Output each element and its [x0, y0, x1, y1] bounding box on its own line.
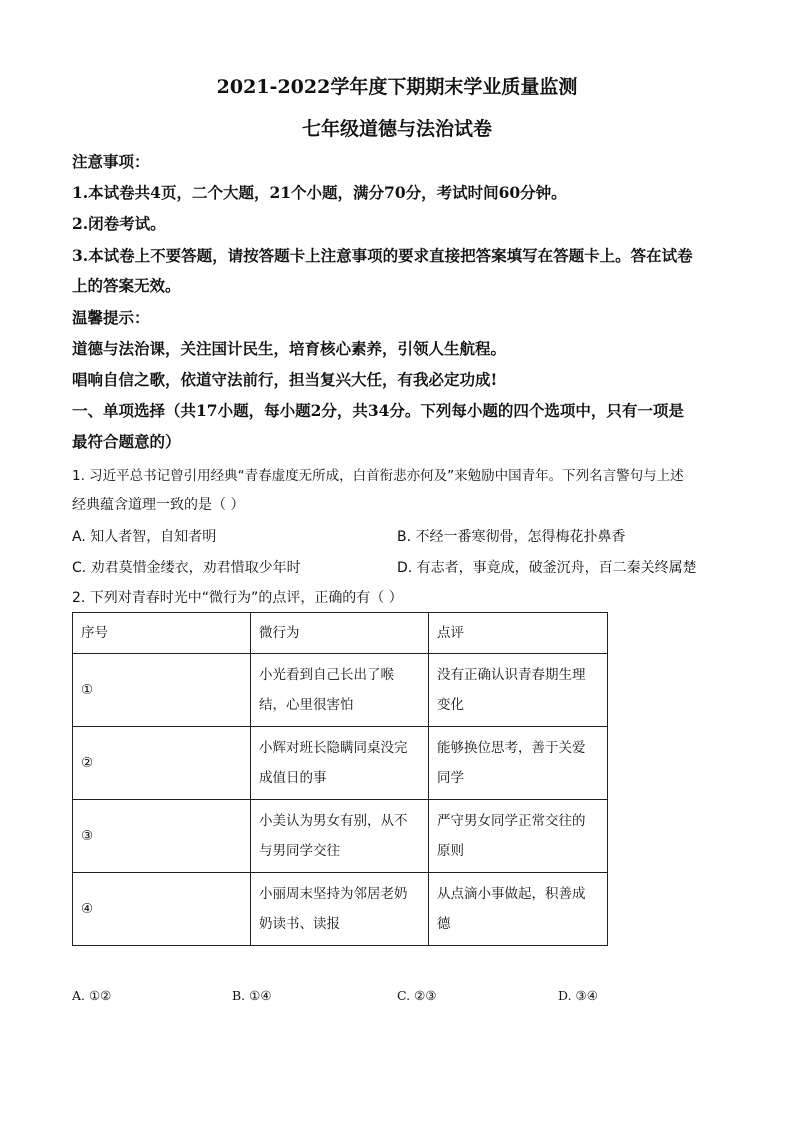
- comment-line: 德: [437, 916, 451, 932]
- behavior-line: 小丽周末坚持为邻居老奶: [259, 886, 408, 902]
- section-1-heading-cont: 最符合题意的）: [72, 432, 181, 451]
- comment-line: 没有正确认识青春期生理: [437, 667, 586, 683]
- notes-heading: 注意事项：: [72, 152, 150, 171]
- row-number: ④: [73, 873, 251, 946]
- q1-option-b: B. 不经一番寒彻骨，怎得梅花扑鼻香: [397, 529, 626, 545]
- q1-stem-line-1: 1. 习近平总书记曾引用经典“青春虚度无所成，白首衔悲亦何及”来勉励中国青年。下列名言警句与上述: [72, 468, 684, 484]
- table-header-cell: 序号: [73, 613, 251, 654]
- comment-line: 同学: [437, 770, 464, 786]
- behavior-cell: [251, 873, 429, 946]
- behavior-line: 结，心里很害怕: [259, 697, 354, 713]
- behavior-line: 成值日的事: [259, 770, 327, 786]
- behavior-line: 小光看到自己长出了喉: [259, 667, 394, 683]
- q2-answer-d: D. ③④: [558, 988, 598, 1003]
- q1-option-a: A. 知人者智，自知者明: [72, 529, 217, 545]
- q1-option-d: D. 有志者，事竟成，破釜沉舟，百二秦关终属楚: [397, 560, 697, 576]
- notes-item-3-line-2: 上的答案无效。: [72, 276, 181, 295]
- behavior-line: 小美认为男女有别，从不: [259, 813, 408, 829]
- comment-line: 严守男女同学正常交往的: [437, 813, 586, 829]
- table-row: [73, 727, 608, 800]
- q1-option-c: C. 劝君莫惜金缕衣，劝君惜取少年时: [72, 560, 301, 576]
- q2-answer-c: C. ②③: [397, 988, 437, 1003]
- behavior-cell: [251, 800, 429, 873]
- q2-table: [72, 612, 608, 946]
- row-number: ②: [73, 727, 251, 800]
- table-header-cell: 点评: [429, 613, 608, 654]
- exam-title: 2021-2022学年度下期期末学业质量监测: [216, 76, 578, 98]
- comment-cell: [429, 873, 608, 946]
- q1-stem-line-2: 经典蕴含道理一致的是（ ）: [72, 497, 245, 513]
- tips-line-1: 道德与法治课，关注国计民生，培育核心素养，引领人生航程。: [72, 339, 507, 358]
- comment-cell: [429, 727, 608, 800]
- row-number: ①: [73, 654, 251, 727]
- table-row: [73, 800, 608, 873]
- q2-answer-a: A. ①②: [72, 988, 112, 1003]
- table-row: [73, 873, 608, 946]
- q2-answer-b: B. ①④: [232, 988, 272, 1003]
- behavior-line: 小辉对班长隐瞒同桌没完: [259, 740, 408, 756]
- q2-stem: 2. 下列对青春时光中“微行为”的点评，正确的有（ ）: [72, 590, 403, 606]
- tips-heading: 温馨提示：: [72, 308, 150, 327]
- table-header-row: [73, 613, 608, 654]
- behavior-cell: [251, 654, 429, 727]
- exam-subtitle: 七年级道德与法治试卷: [301, 118, 492, 140]
- notes-item-1: 1.本试卷共4页，二个大题，21个小题，满分70分，考试时间60分钟。: [72, 183, 567, 202]
- behavior-line: 奶读书、读报: [259, 916, 340, 932]
- notes-item-3-line-1: 3.本试卷上不要答题，请按答题卡上注意事项的要求直接把答案填写在答题卡上。答在试卷: [72, 246, 693, 265]
- section-1-heading: 一、单项选择（共17小题，每小题2分，共34分。下列每小题的四个选项中，只有一项是: [72, 401, 684, 420]
- table-row: [73, 654, 608, 727]
- tips-line-2: 唱响自信之歌，依道守法前行，担当复兴大任，有我必定功成!: [72, 370, 498, 389]
- comment-line: 原则: [437, 843, 464, 859]
- table-header-cell: 微行为: [251, 613, 429, 654]
- row-number: ③: [73, 800, 251, 873]
- comment-cell: [429, 800, 608, 873]
- comment-cell: [429, 654, 608, 727]
- comment-line: 能够换位思考，善于关爱: [437, 740, 586, 756]
- comment-line: 从点滴小事做起，积善成: [437, 886, 586, 902]
- behavior-line: 与男同学交往: [259, 843, 340, 859]
- behavior-cell: [251, 727, 429, 800]
- comment-line: 变化: [437, 697, 464, 713]
- notes-item-2: 2.闭卷考试。: [72, 214, 166, 233]
